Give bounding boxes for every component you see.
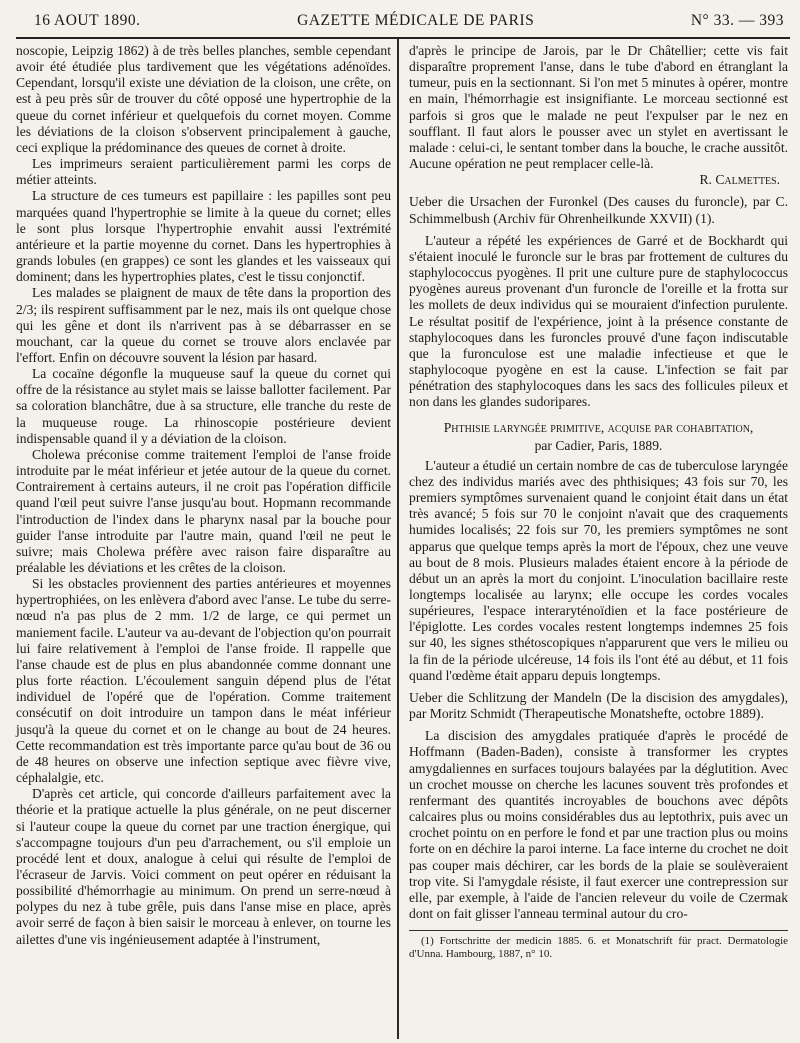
footnote: (1) Fortschritte der medicin 1885. 6. et Monatschrift für pract. Dermatologie d'Unna. Hambourg, 1887, n° 10. [409, 935, 789, 961]
footnote-rule [409, 930, 788, 931]
page-header [16, 12, 790, 34]
review-reference-phthisie-title: Phthisie laryngée primitive, acquise par cohabitation, [443, 420, 754, 436]
left-column [16, 39, 397, 1039]
paragraph: D'après cet article, qui concorde d'ailleurs parfaitement avec la théorie et la pratique actuelle la plus générale, on ne peut discerner si l'auteur coupe la queue du cornet par une traction énergique, qui s'accompagne toujours d'un peu d'arrachement, ou s'il emploie un procédé lent et doux, analogue à celui qui résulte de l'emploi de l'écraseur de Jarvis. Voici comment on peut opérer en réduisant la possibilité d'hémorrhagie au minimum. On prend un serre-nœud à polypes du nez à tube grêle, puis dans l'anse mise en place, après avoir serré de façon à bien saisir le morceau à enlever, on tourne les ailettes d'une vis ingénieusement adaptée à l'instrument, [16, 786, 392, 947]
header-issue-page: N° 33. — 393 [690, 12, 784, 29]
paragraph: d'après le principe de Jarois, par le Dr Châtellier; cette vis fait disparaître proprement l'anse, dans le tube d'abord en étranglant la tumeur, puis en la sectionnant. Si l'on met 5 minutes à opérer, montre en main, l'hémorrhagie est insignifiante. Le morceau sectionné est parfois si gros que le malade ne peut l'expulser par le nez en soufflant. Il faut alors le pousser avec un stylet en avertissant le malade : celui-ci, le sentant tomber dans la bouche, le crache aussitôt. Aucune opération ne peut remplacer celle-là. [409, 43, 789, 172]
paragraph: La structure de ces tumeurs est papillaire : les papilles sont peu marquées quand l'hypertrophie se limite à la queue du cornet; elles le sont plus lorsque l'hypertrophie envahit aussi l'extrémité antérieure et la partie moyenne du cornet. Dans les hypertrophies à grands lobules (en grappes) ce sont les glandes et les vaisseaux qui dominent; dans les hypertrophies plates, c'est le tissu conjonctif. [16, 188, 392, 285]
review-reference-furoncle: Ueber die Ursachen der Furonkel (Des causes du furoncle), par C. Schimmelbush (Archiv für Ohrenheilkunde XXVII) (1). [409, 194, 789, 226]
header-date: 16 AOUT 1890. [34, 12, 141, 29]
author-signature: R. Calmettes. [699, 172, 781, 188]
review-reference-phthisie-author: par Cadier, Paris, 1889. [534, 437, 663, 453]
paragraph: Les malades se plaignent de maux de tête dans la proportion des 2/3; ils respirent suffisamment par le nez, mais ils ont quelque chose qui les gêne et dont ils n'arrivent pas à se débarrasser en se mouchant, car la queue du cornet se trouve alors enclavée par l'effort. Enfin on découvre souvent la lésion par hasard. [16, 285, 392, 365]
paragraph: L'auteur a répété les expériences de Garré et de Bockhardt qui s'étaient inoculé le furoncle sur le bras par frottement de cultures du staphylococcus pyogènes. Il prit une culture pure de staphylococcus pyogènes aureus provenant d'un furoncle de l'oreille et la frotta sur les mollets de deux individus qui se mouraient d'infection purulente. Le résultat positif de l'expérience, joint à la présence constante de staphylocoques dans les furoncles prouvé d'une façon indiscutable que la furonculose est une maladie infectieuse et que le staphylocoque pyogène en est la cause. L'infection se fait par pénétration des staphylocoques dans les sacs des follicules pileux et non dans les glandes sudoripares. [409, 232, 789, 410]
article-columns [16, 39, 790, 1039]
paragraph: noscopie, Leipzig 1862) à de très belles planches, semble cependant avoir été étudiée plus tardivement que les végétations adénoïdes. Cependant, lorsqu'il existe une déviation de la cloison, une crête, on est à peu près sûr de trouver du côté opposé une hypertrophie de la queue du cornet inférieur et quelquefois du cornet moyen. Comme les déviations de la cloison s'observent principalement à gauche, ceci explique la prédominance des queues de cornet à droite. [16, 43, 392, 155]
right-column [399, 39, 790, 1039]
paragraph: Les imprimeurs seraient particulièrement parmi les corps de métier atteints. [16, 156, 392, 188]
paragraph: La discision des amygdales pratiquée d'après le procédé de Hoffmann (Baden-Baden), consiste à transformer les cryptes amygdaliennes en surfaces toujours balayées par la déglutition. Avec un crochet mousse on cherche les lacunes souvent très profondes et renfermant des quantités incroyables de bouchons avec dépôts calcaires plus ou moins considérables dus au leptothrix, puis avec un crochet pointu on en perfore le fond et par une traction plus ou moins forte on en déchire la paroi interne. La face interne du crochet ne doit pas couper mais déchirer, car les bords de la plaie se soulèveraient trop vite. Si l'amygdale résiste, il faut exercer une contrepression sur elle, par exemple, à l'aide de l'ancien releveur du voile de Czermak dont on fait glisser l'anneau terminal autour du cro- [409, 728, 789, 921]
paragraph: L'auteur a étudié un certain nombre de cas de tuberculose laryngée chez des individus mariés avec des phthisiques; 43 fois sur 70, les premiers symptômes survenaient quand le conjoint était dans un état très avancé; 5 fois sur 70 le conjoint n'avait que des craquements humides localisés; 22 fois sur 70, les premiers symptômes ne sont apparus que quelque temps après la mort de l'époux, chez une veuve au bout de 8 mois. Plusieurs malades étaient encore à la période de début un an après la mort du conjoint. L'inoculation bacillaire reste longtemps localisée au larynx; elle occupe les cordes vocales supérieures, l'espace interaryténoïdien et la face postérieure de l'épiglotte. Les cordes vocales restent longtemps indemnes 25 fois sur 40, les signes sthétoscopiques n'apparurent que vers le milieu ou la fin de la période ulcéreuse, 14 fois ils l'ont été au début, et 11 fois quand l'œdème était apparu depuis longtemps. [409, 457, 789, 683]
paragraph: La cocaïne dégonfle la muqueuse sauf la queue du cornet qui offre de la résistance au stylet mais se laisse ballotter facilement. Par sa coloration blanchâtre, due à sa structure, elle tranche du reste de la muqueuse rouge. La rhinoscopie postérieure devient indispensable quand il y a déviation de la cloison. [16, 366, 392, 446]
header-journal-title: GAZETTE MÉDICALE DE PARIS [297, 12, 535, 29]
review-reference-amygdales: Ueber die Schlitzung der Mandeln (De la discision des amygdales), par Moritz Schmidt (Therapeutische Monatshefte, octobre 1889). [409, 689, 789, 722]
signature-line [409, 172, 788, 188]
paragraph: Cholewa préconise comme traitement l'emploi de l'anse froide introduite par le méat inférieur et jetée autour de la queue du cornet. Contrairement à certains auteurs, il ne croit pas l'opération difficile quand l'œil peut suivre l'anse jusqu'au bout. Hopmann recommande l'introduction de l'index dans le pharynx nasal par la bouche pour guider l'anse introduite par l'autre main, quand l'œil ne peut le suivre; mais Cholewa préfère avec raison faire disparaître au préalable les déviations et les crêtes de la cloison. [16, 446, 392, 575]
paragraph: Si les obstacles proviennent des parties antérieures et moyennes hypertrophiées, on les enlèvera d'abord avec l'anse. Le tube du serre-nœud n'a pas plus de 2 mm. 1/2 de large, ce qui permet un maniement facile. L'auteur va au-devant de l'objection qu'on pourrait lui faire relativement à l'emploi de l'anse froide. Il rappelle que l'anse chaude est de plus en plus abandonnée comme donnant une plus forte réaction. L'écoulement sanguin dépend plus de l'état individuel de l'opéré que de l'opération. Comme traitement consécutif on doit introduire un tampon dans le méat inférieur jusqu'à la queue du cornet et on le change au bout de 24 heures. Cette recommandation est très importante parce qu'au bout de 36 ou de 48 heures on observe une infection septique avec fièvre vive, céphalalgie, etc. [16, 576, 392, 786]
